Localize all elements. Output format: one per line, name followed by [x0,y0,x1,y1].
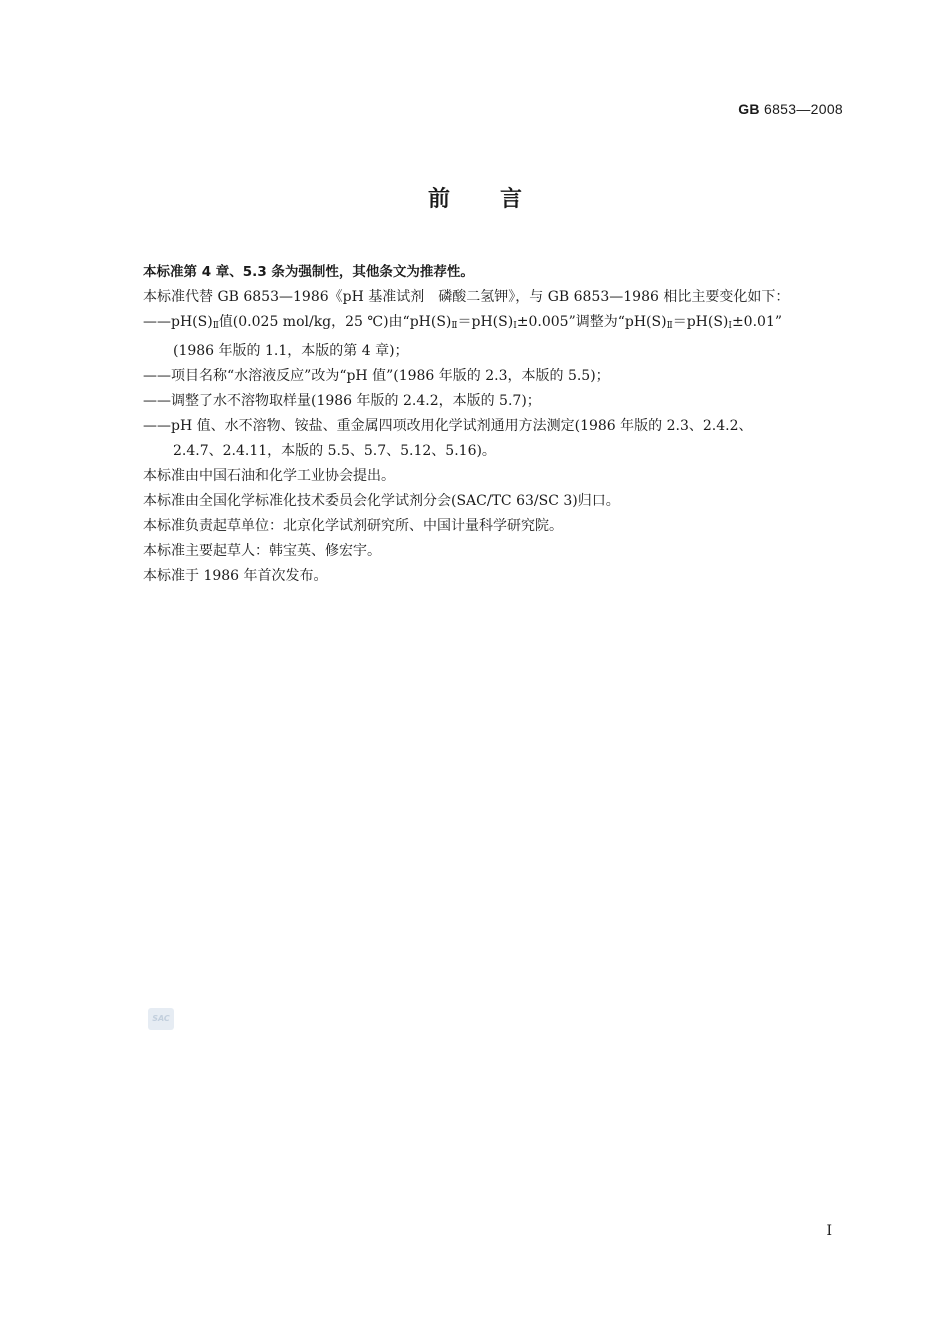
change-item-ph-value [143,310,853,339]
subscript: Ⅰ [728,321,732,331]
change-item-methods: ——pH 值、水不溶物、铵盐、重金属四项改用化学试剂通用方法测定(1986 年版的 2.3、2.4.2、 [143,418,753,434]
committee-statement: 本标准由全国化学标准化技术委员会化学试剂分会(SAC/TC 63/SC 3)归口。 [143,493,620,509]
standard-number: 6853—2008 [764,101,843,117]
standard-prefix: GB [738,101,760,117]
change-item-methods-ref: 2.4.7、2.4.11，本版的 5.5、5.7、5.12、5.16)。 [173,443,496,459]
first-release: 本标准于 1986 年首次发布。 [143,568,328,584]
foreword-body [143,260,853,589]
proposer-statement: 本标准由中国石油和化学工业协会提出。 [143,468,395,484]
standard-code-header [738,101,843,117]
logo-text: SAC [152,1014,170,1023]
text-segment: ——pH(S) [143,314,213,330]
text-segment: 值(0.025 mol/kg，25 ℃)由“pH(S) [218,314,452,330]
subscript: Ⅱ [212,321,219,331]
drafting-units: 本标准负责起草单位：北京化学试剂研究所、中国计量科学研究院。 [143,518,563,534]
text-segment: ＝pH(S) [457,314,514,330]
text-segment: ＝pH(S) [672,314,729,330]
change-item-ph-value-ref: (1986 年版的 1.1，本版的第 4 章)； [173,343,409,359]
change-item-name: ——项目名称“水溶液反应”改为“pH 值”(1986 年版的 2.3，本版的 5.5)； [143,368,610,384]
page-number: I [826,1223,832,1239]
mandatory-clause-statement: 本标准第 4 章、5.3 条为强制性，其他条文为推荐性。 [143,264,474,280]
page-title: 前言 [427,187,572,212]
subscript: Ⅰ [513,321,517,331]
sac-watermark-logo [148,1008,174,1030]
text-segment: ±0.01” [731,314,783,330]
main-drafters: 本标准主要起草人：韩宝英、修宏宇。 [143,543,381,559]
subscript: Ⅱ [451,321,458,331]
subscript: Ⅱ [666,321,673,331]
text-segment: ±0.005”调整为“pH(S) [516,314,667,330]
change-item-sample: ——调整了水不溶物取样量(1986 年版的 2.4.2，本版的 5.7)； [143,393,541,409]
replacement-statement: 本标准代替 GB 6853—1986《pH 基准试剂 磷酸二氢钾》，与 GB 6853—1986 相比主要变化如下： [143,289,790,305]
